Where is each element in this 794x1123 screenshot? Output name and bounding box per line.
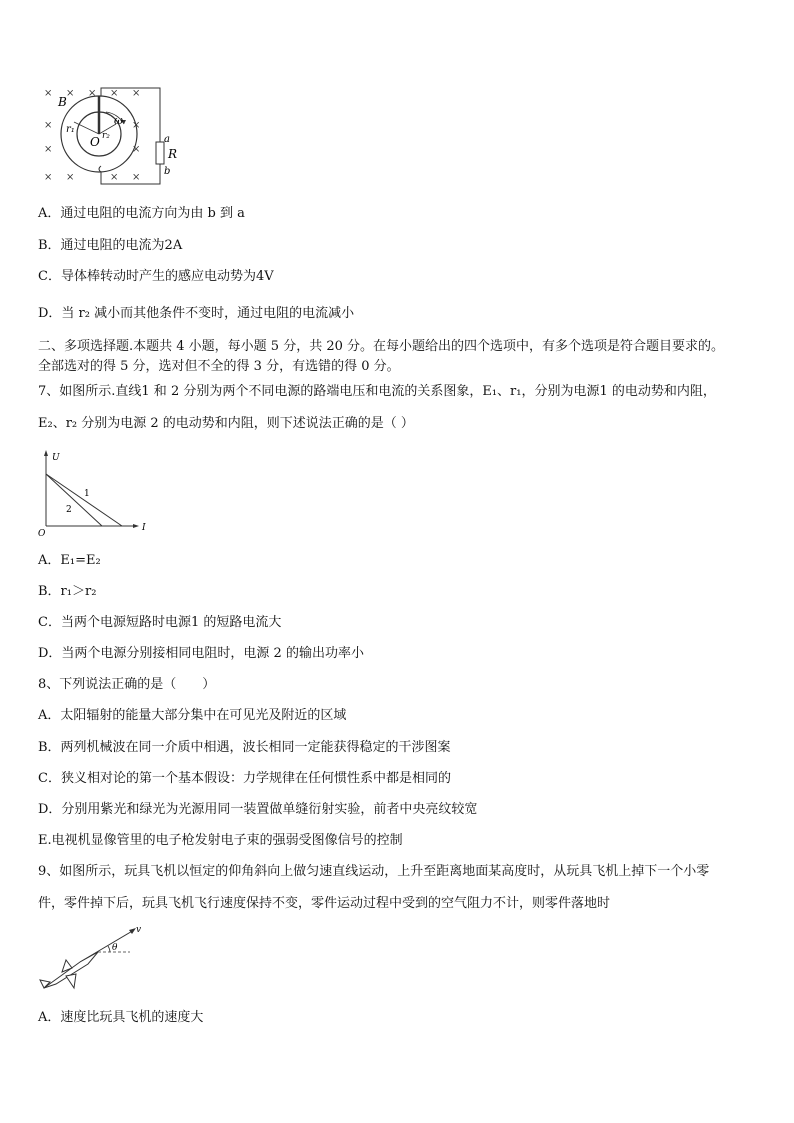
cross-mark: × [44, 120, 53, 131]
q8-option-e: E.电视机显像管里的电子枪发射电子束的强弱受图像信号的控制 [38, 833, 403, 848]
q6-circuit-figure [44, 84, 194, 192]
label-B: B [58, 95, 67, 109]
q7-stem-line2: E₂、r₂ 分别为电源 2 的电动势和内阻，则下述说法正确的是（ ） [38, 416, 414, 431]
q9-stem-line2: 件，零件掉下后，玩具飞机飞行速度保持不变，零件运动过程中受到的空气阻力不计，则零件落地时 [38, 896, 611, 911]
cross-mark: × [132, 88, 141, 99]
label-r1: r₁ [66, 124, 75, 135]
cross-mark: × [44, 172, 53, 183]
q6-option-d: D．当 r₂ 减小而其他条件不变时，通过电阻的电流减小 [38, 306, 355, 321]
q8-stem: 8、下列说法正确的是（ ） [38, 677, 216, 692]
q9-airplane-figure [36, 922, 156, 998]
section2-instruction-line2: 全部选对的得 5 分，选对但不全的得 3 分，有选错的得 0 分。 [38, 359, 400, 374]
line2-label: 2 [66, 505, 72, 515]
q7-option-a: A．E₁=E₂ [38, 553, 101, 568]
q7-option-b: B．r₁＞r₂ [38, 584, 97, 599]
cross-mark: × [88, 88, 97, 99]
label-b: b [164, 166, 171, 177]
cross-mark: × [44, 88, 53, 99]
cross-mark: × [132, 172, 141, 183]
cross-mark: × [132, 144, 141, 155]
cross-mark: × [44, 144, 53, 155]
label-v: v [136, 925, 142, 935]
q6-option-c: C．导体棒转动时产生的感应电动势为4V [38, 269, 274, 284]
q7-ui-graph [36, 448, 152, 538]
q8-option-a: A．太阳辐射的能量大部分集中在可见光及附近的区域 [38, 708, 347, 723]
label-O: O [38, 529, 46, 538]
label-theta: θ [112, 943, 118, 953]
q9-option-a: A．速度比玩具飞机的速度大 [38, 1010, 204, 1025]
q7-option-d: D．当两个电源分别接相同电阻时，电源 2 的输出功率小 [38, 646, 364, 661]
label-O: O [90, 135, 100, 149]
cross-mark: × [66, 172, 75, 183]
label-I: I [142, 523, 146, 533]
label-a: a [164, 134, 170, 145]
label-r2: r₂ [102, 131, 110, 141]
section2-instruction-line1: 二、多项选择题.本题共 4 小题，每小题 5 分，共 20 分。在每小题给出的四个选项中，有多个选项是符合题目要求的。 [38, 339, 725, 354]
q8-option-b: B．两列机械波在同一介质中相遇，波长相同一定能获得稳定的干涉图案 [38, 740, 451, 755]
label-omega: ω [114, 114, 123, 127]
cross-mark: × [66, 88, 75, 99]
line1-label: 1 [84, 489, 90, 499]
label-R: R [168, 147, 178, 161]
q8-option-c: C．狭义相对论的第一个基本假设：力学规律在任何惯性系中都是相同的 [38, 771, 451, 786]
q9-stem-line1: 9、如图所示，玩具飞机以恒定的仰角斜向上做匀速直线运动，上升至距离地面某高度时，从玩具飞机上掉下一个小零 [38, 864, 710, 879]
q8-option-d: D．分别用紫光和绿光为光源用同一装置做单缝衍射实验，前者中央亮纹较宽 [38, 802, 478, 817]
cross-mark: × [132, 120, 141, 131]
cross-mark: × [110, 88, 119, 99]
q7-stem-line1: 7、如图所示.直线1 和 2 分别为两个不同电源的路端电压和电流的关系图象，E₁、r₁，分别为电源1 的电动势和内阻， [38, 384, 716, 399]
q6-option-b: B．通过电阻的电流为2A [38, 238, 183, 253]
label-U: U [52, 453, 60, 463]
q6-option-a: A．通过电阻的电流方向为由 b 到 a [38, 206, 245, 221]
cross-mark: × [110, 172, 119, 183]
q7-option-c: C．当两个电源短路时电源1 的短路电流大 [38, 615, 282, 630]
